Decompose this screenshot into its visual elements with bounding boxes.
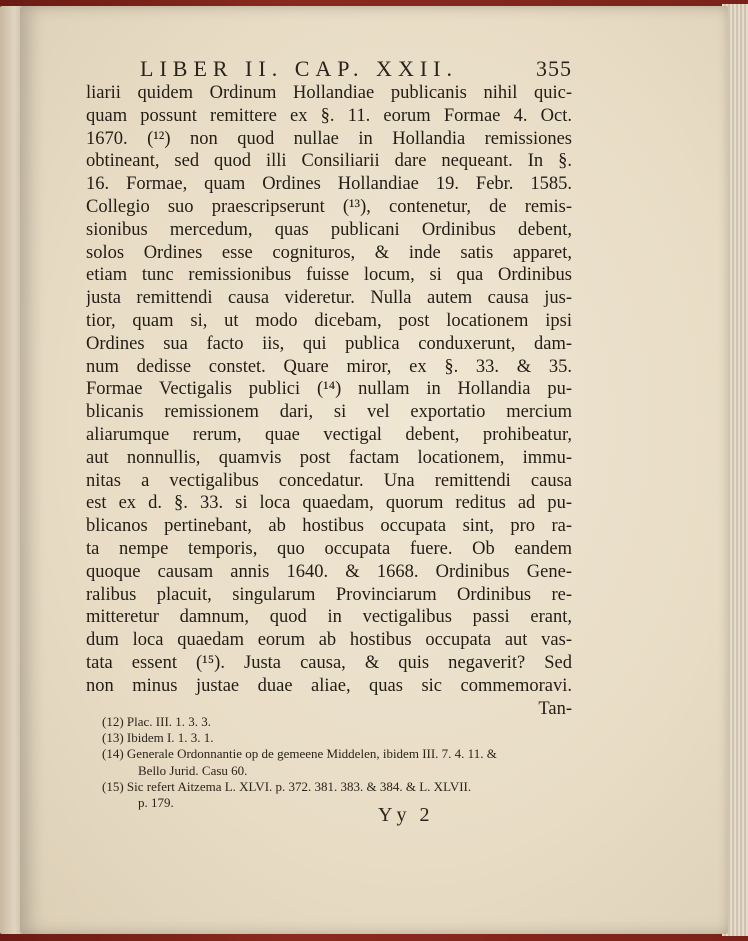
body-line: blicanis remissionem dari, si vel exportatio mercium	[86, 402, 572, 423]
body-line: num dedisse constet. Quare miror, ex §. 33. & 35.	[86, 356, 572, 377]
footnote-continuation: Bello Jurid. Casu 60.	[138, 762, 248, 778]
body-line: ralibus placuit, singularum Provinciarum Ordinibus re-	[86, 584, 572, 605]
body-line: blicanos pertinebant, ab hostibus occupata sint, pro ra-	[86, 516, 572, 537]
body-line: 1670. (¹²) non quod nullae in Hollandia remissiones	[86, 128, 572, 149]
body-line: solos Ordines esse cognituros, & inde satis apparet,	[86, 242, 572, 263]
footnote-continuation: p. 179.	[138, 794, 174, 810]
body-line: 16. Formae, quam Ordines Hollandiae 19. Febr. 1585.	[86, 174, 572, 195]
body-line: tior, quam si, ut modo dicebam, post locationem ipsi	[86, 310, 572, 331]
body-line: liarii quidem Ordinum Hollandiae publicanis nihil quic-	[86, 83, 572, 103]
body-line: est ex d. §. 33. si loca quaedam, quorum reditus ad pu-	[86, 493, 572, 514]
body-line: quam possunt remittere ex §. 11. eorum Formae 4. Oct.	[86, 105, 572, 126]
footnotes	[102, 714, 572, 811]
body-line: Collegio suo praescripserunt (¹³), contenetur, de remis-	[86, 196, 572, 217]
footnote: (14) Generale Ordonnantie op de gemeene Middelen, ibidem III. 7. 4. 11. &	[102, 746, 497, 762]
page-number: 355	[536, 56, 572, 81]
body-line: Ordines sua facto iis, qui publica conduxerunt, dam-	[86, 333, 572, 354]
body-line: etiam tunc remissionibus fuisse locum, si qua Ordinibus	[86, 265, 572, 286]
body-line: justa remittendi causa videretur. Nulla autem causa jus-	[86, 288, 572, 309]
body-line: aliarumque rerum, quae vectigal debent, prohibeatur,	[86, 424, 572, 445]
body-line: tata essent (¹⁵). Justa causa, & quis negaverit? Sed	[86, 652, 572, 673]
footnote: (15) Sic refert Aitzema L. XLVI. p. 372. 381. 383. & 384. & L. XLVII.	[102, 778, 472, 794]
body-line: ta nempe temporis, quo occupata fuere. Ob eandem	[86, 538, 572, 559]
running-head: LIBER II. CAP. XXII.	[140, 56, 458, 81]
body-line: mitteretur damnum, quod in vectigalibus passi erant,	[86, 607, 572, 628]
body-line: obtineant, sed quod illi Consiliarii dare nequeant. In §.	[86, 151, 572, 172]
body-line: aut nonnullis, quamvis post factam locationem, immu-	[86, 447, 572, 468]
footnote: (12) Plac. III. 1. 3. 3.	[102, 714, 212, 729]
body-line: nitas a vectigalibus concedatur. Una remittendi causa	[86, 470, 572, 491]
body-line: dum loca quaedam eorum ab hostibus occupata aut vas-	[86, 630, 572, 651]
signature-mark: Yy 2	[378, 804, 434, 826]
body-line: sionibus mercedum, quas publicani Ordinibus debent,	[86, 219, 572, 240]
body-line: non minus justae duae aliae, quas sic commemoravi.	[86, 675, 572, 696]
footnote: (13) Ibidem I. 1. 3. 1.	[102, 730, 214, 746]
body-text	[86, 82, 572, 720]
body-line: Formae Vectigalis publici (¹⁴) nullam in Hollandia pu-	[86, 379, 572, 400]
catchword: Tan-	[538, 698, 572, 719]
body-line: quoque causam annis 1640. & 1668. Ordinibus Gene-	[86, 561, 572, 582]
